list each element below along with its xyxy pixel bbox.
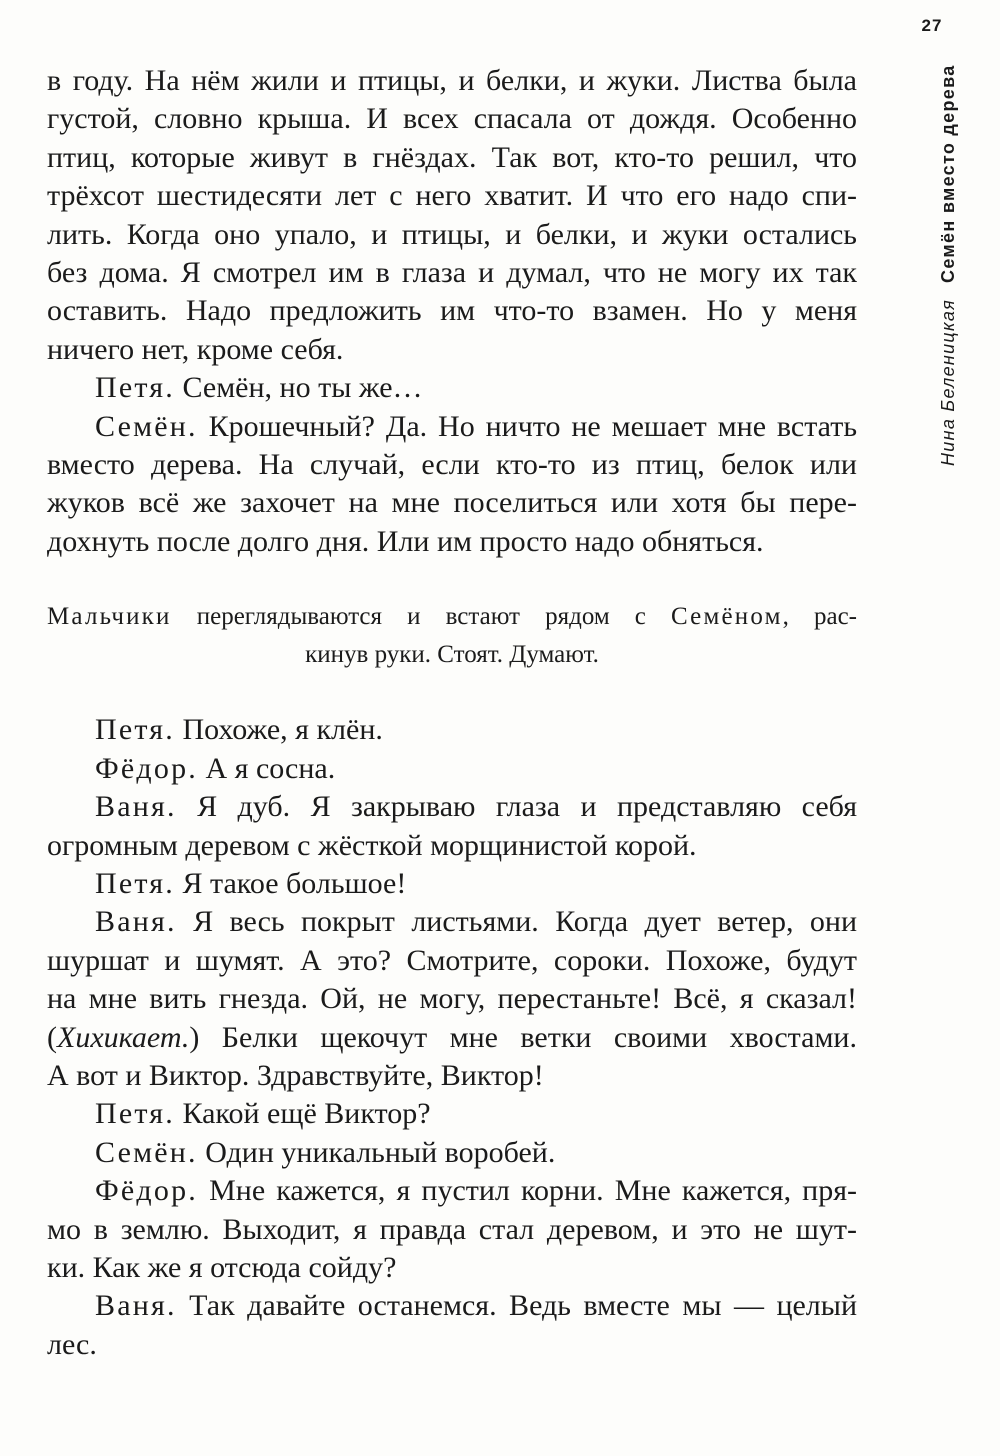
text-line: без дома. Я смотрел им в глаза и думал, что не могу их так (47, 256, 857, 290)
text-line: оставить. Надо предложить им что-то взамен. Но у меня (47, 294, 857, 328)
speaker-name: Петя. (95, 371, 175, 405)
text-line: дохнуть после долго дня. Или им просто надо обняться. (47, 524, 764, 558)
text-line: ки. Как же я отсюда сойду? (47, 1250, 397, 1284)
dialogue-line: Петя. Я такое большое! (95, 866, 407, 900)
running-head-author: Нина Беленицкая (938, 298, 958, 466)
play-text (47, 62, 857, 1364)
speaker-name: Петя. (95, 713, 175, 747)
text-line: (Хихикает.) Белки щекочут мне ветки своими хвостами. (47, 1020, 857, 1054)
speaker-name: Петя. (95, 1097, 175, 1131)
text-line: А вот и Виктор. Здравствуйте, Виктор! (47, 1058, 544, 1092)
speaker-name: Ваня. (95, 790, 177, 824)
dialogue-section (47, 711, 857, 1364)
dialogue-line: Петя. Какой ещё Виктор? (95, 1097, 431, 1131)
text-line: в году. На нём жили и птицы, и белки, и жуки. Листва была (47, 64, 857, 97)
text-line: птиц, которые живут в гнёздах. Так вот, кто-то решил, что (47, 140, 857, 174)
dialogue-line: Петя. Похоже, я клён. (95, 713, 383, 747)
dialogue-line: Фёдор. А я сосна. (95, 751, 336, 785)
text-line: ничего нет, кроме себя. (47, 332, 344, 366)
text-line: мо в землю. Выходит, я правда стал деревом, и это не шут- (47, 1212, 857, 1246)
text-line: шуршат и шумят. А это? Смотрите, сороки. Похоже, будут (47, 943, 857, 977)
speaker-name: Фёдор. (95, 751, 198, 785)
text-line: жуков всё же захочет на мне поселиться или хотя бы пере- (47, 486, 857, 520)
dialogue-line: Ваня. Я дуб. Я закрываю глаза и представляю себя (95, 790, 857, 824)
dialogue-line: Петя. Семён, но ты же… (95, 371, 423, 405)
text-line: огромным деревом с жёсткой морщинистой корой. (47, 828, 697, 862)
dialogue-line: Фёдор. Мне кажется, я пустил корни. Мне кажется, пря- (95, 1174, 858, 1208)
speaker-name: Семён. (95, 409, 198, 443)
text-line: лес. (47, 1327, 97, 1361)
running-head (934, 66, 962, 466)
text-line: густой, словно крыша. И всех спасала от дождя. Особенно (47, 102, 857, 136)
speaker-name: Петя. (95, 866, 175, 900)
text-line: лить. Когда оно упало, и птицы, и белки, и жуки остались (47, 217, 857, 251)
text-line: вместо дерева. На случай, если кто-то из птиц, белок или (47, 448, 857, 482)
dialogue-line: Ваня. Я весь покрыт листьями. Когда дует ветер, они (95, 905, 857, 939)
stage-direction: Мальчики переглядываются и встают рядом с Семёном, рас- кинув руки. Стоят. Думают. (47, 603, 858, 669)
text-line: трёхсот шестидесяти лет с него хватит. И что его надо спи- (47, 179, 857, 213)
page-number: 27 (921, 16, 943, 35)
dialogue-line: Ваня. Так давайте останемся. Ведь вместе мы — целый (95, 1289, 857, 1323)
dialogue-line: Семён. Один уникальный воробей. (95, 1135, 556, 1169)
speaker-name: Семён. (95, 1135, 198, 1169)
speaker-name: Ваня. (95, 1289, 177, 1323)
speaker-name: Ваня. (95, 905, 177, 939)
speaker-name: Фёдор. (95, 1174, 198, 1208)
running-head-title: Семён вместо дерева (938, 64, 958, 283)
text-line: на мне вить гнезда. Ой, не могу, перестаньте! Всё, я сказал! (47, 982, 857, 1016)
dialogue-line: Семён. Крошечный? Да. Но ничто не мешает мне встать (95, 409, 858, 443)
